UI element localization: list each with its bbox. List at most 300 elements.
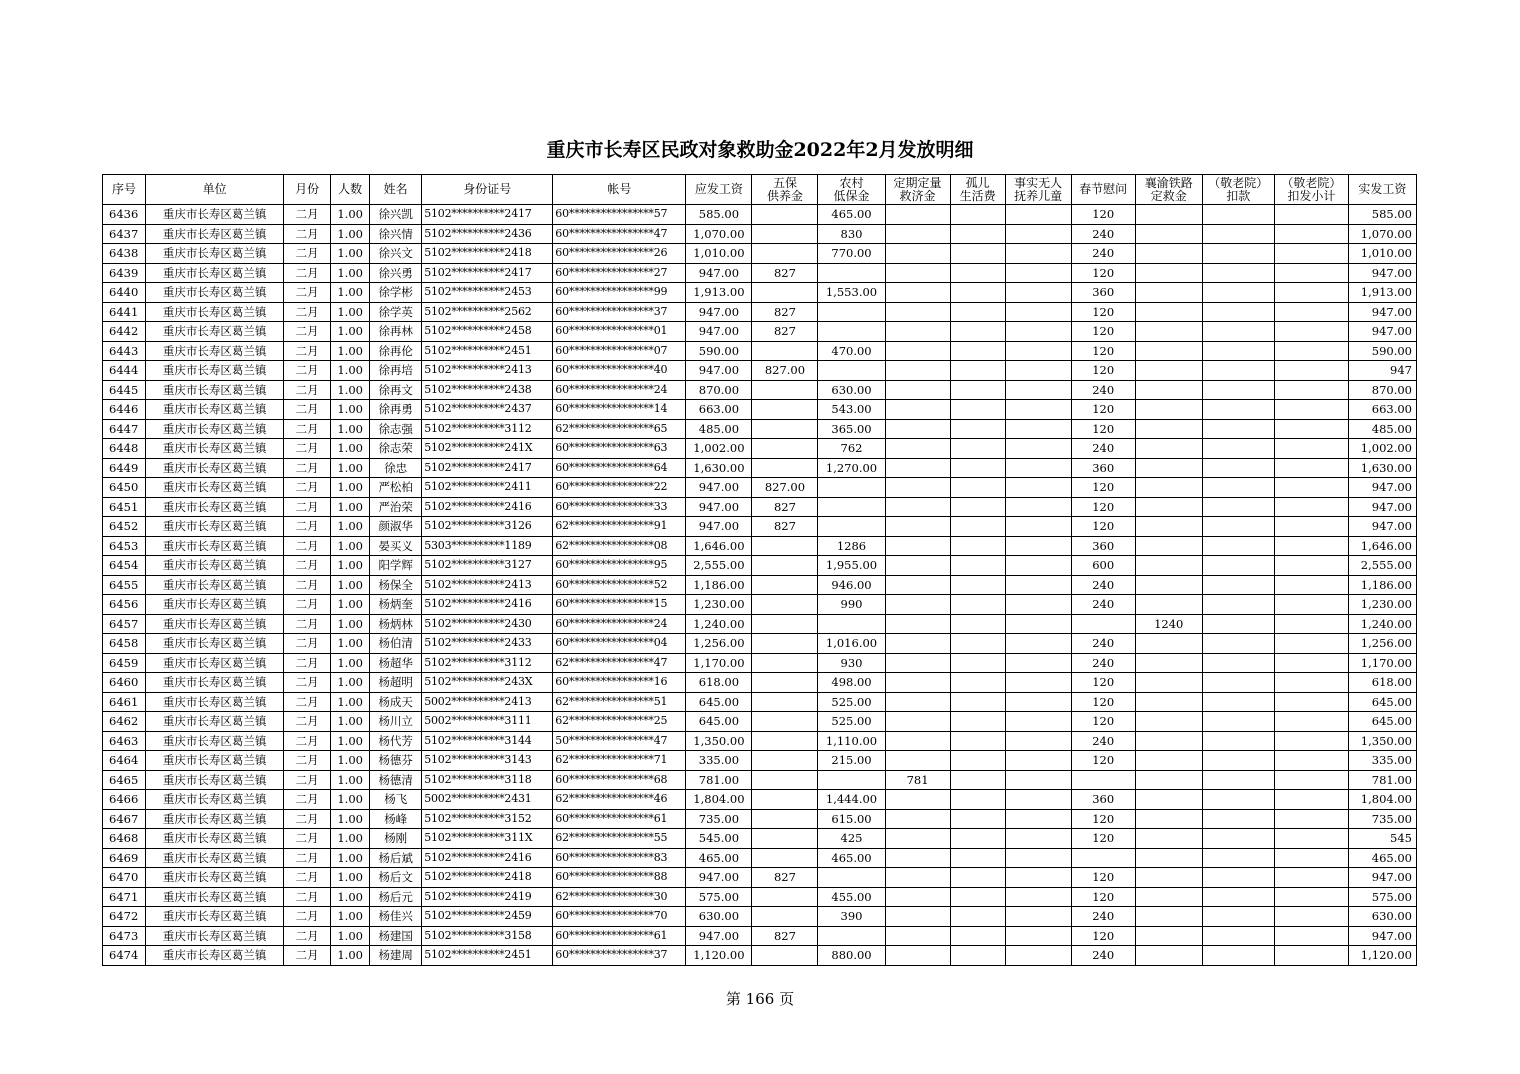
cell-orphan <box>950 458 1005 478</box>
cell-unsupported-child <box>1005 517 1071 537</box>
cell-railway-relief <box>1135 244 1202 264</box>
cell-railway-relief <box>1135 946 1202 966</box>
cell-nursing-subtotal <box>1274 419 1348 439</box>
table-row <box>103 790 1417 810</box>
cell-id-no: 5102**********2417 <box>422 263 553 283</box>
cell-account: 62****************08 <box>553 536 686 556</box>
cell-month: 二月 <box>284 575 331 595</box>
cell-payable: 947.00 <box>686 926 752 946</box>
cell-railway-relief <box>1135 634 1202 654</box>
cell-account: 60****************40 <box>553 361 686 381</box>
cell-spring-festival: 240 <box>1071 595 1135 615</box>
cell-month: 二月 <box>284 634 331 654</box>
cell-dibao: 498.00 <box>818 673 885 693</box>
cell-spring-festival: 120 <box>1071 400 1135 420</box>
cell-nursing-deduct <box>1202 341 1274 361</box>
cell-seq: 6461 <box>103 692 146 712</box>
cell-name: 杨后文 <box>370 868 422 888</box>
cell-unit: 重庆市长寿区葛兰镇 <box>146 829 284 849</box>
cell-id-no: 5102**********241X <box>422 439 553 459</box>
cell-payable: 335.00 <box>686 751 752 771</box>
column-header-nursing-subtotal <box>1274 175 1348 205</box>
cell-payable: 1,804.00 <box>686 790 752 810</box>
cell-dibao: 455.00 <box>818 887 885 907</box>
cell-unit: 重庆市长寿区葛兰镇 <box>146 907 284 927</box>
cell-nursing-subtotal <box>1274 536 1348 556</box>
cell-spring-festival: 120 <box>1071 478 1135 498</box>
cell-nursing-subtotal <box>1274 887 1348 907</box>
cell-account: 60****************16 <box>553 673 686 693</box>
cell-seq: 6474 <box>103 946 146 966</box>
cell-account: 60****************63 <box>553 439 686 459</box>
cell-actual: 1,010.00 <box>1348 244 1416 264</box>
cell-wubao <box>752 770 818 790</box>
cell-actual: 630.00 <box>1348 907 1416 927</box>
cell-nursing-deduct <box>1202 380 1274 400</box>
cell-name: 徐志荣 <box>370 439 422 459</box>
cell-fixed-relief: 781 <box>885 770 950 790</box>
cell-orphan <box>950 400 1005 420</box>
cell-payable: 575.00 <box>686 887 752 907</box>
cell-name: 徐兴勇 <box>370 263 422 283</box>
cell-people: 1.00 <box>331 848 370 868</box>
cell-account: 60****************27 <box>553 263 686 283</box>
cell-payable: 1,913.00 <box>686 283 752 303</box>
cell-month: 二月 <box>284 361 331 381</box>
cell-spring-festival: 240 <box>1071 946 1135 966</box>
cell-people: 1.00 <box>331 575 370 595</box>
cell-account: 60****************04 <box>553 634 686 654</box>
cell-name: 杨成天 <box>370 692 422 712</box>
cell-railway-relief <box>1135 809 1202 829</box>
column-header-line: 农村 <box>839 175 864 190</box>
column-header-fixed-relief <box>885 175 950 205</box>
cell-nursing-deduct <box>1202 731 1274 751</box>
cell-seq: 6448 <box>103 439 146 459</box>
cell-name: 杨德清 <box>370 770 422 790</box>
cell-orphan <box>950 478 1005 498</box>
cell-month: 二月 <box>284 458 331 478</box>
cell-wubao <box>752 380 818 400</box>
cell-dibao: 525.00 <box>818 692 885 712</box>
cell-name: 颜淑华 <box>370 517 422 537</box>
cell-wubao <box>752 887 818 907</box>
table-row <box>103 283 1417 303</box>
cell-wubao: 827 <box>752 322 818 342</box>
cell-unsupported-child <box>1005 497 1071 517</box>
cell-account: 62****************47 <box>553 653 686 673</box>
cell-dibao <box>818 322 885 342</box>
cell-seq: 6465 <box>103 770 146 790</box>
cell-account: 60****************26 <box>553 244 686 264</box>
cell-actual: 618.00 <box>1348 673 1416 693</box>
cell-dibao: 543.00 <box>818 400 885 420</box>
cell-railway-relief <box>1135 263 1202 283</box>
cell-dibao: 425 <box>818 829 885 849</box>
cell-orphan <box>950 790 1005 810</box>
cell-nursing-deduct <box>1202 283 1274 303</box>
cell-actual: 947.00 <box>1348 517 1416 537</box>
cell-fixed-relief <box>885 907 950 927</box>
cell-unsupported-child <box>1005 400 1071 420</box>
cell-people: 1.00 <box>331 751 370 771</box>
cell-dibao: 465.00 <box>818 848 885 868</box>
cell-id-no: 5102**********2458 <box>422 322 553 342</box>
cell-people: 1.00 <box>331 887 370 907</box>
cell-spring-festival: 120 <box>1071 829 1135 849</box>
cell-name: 杨川立 <box>370 712 422 732</box>
cell-nursing-subtotal <box>1274 439 1348 459</box>
cell-actual: 645.00 <box>1348 692 1416 712</box>
cell-spring-festival: 240 <box>1071 224 1135 244</box>
table-row <box>103 946 1417 966</box>
cell-dibao <box>818 517 885 537</box>
cell-name: 杨超华 <box>370 653 422 673</box>
cell-seq: 6440 <box>103 283 146 303</box>
cell-actual: 1,170.00 <box>1348 653 1416 673</box>
cell-account: 60****************70 <box>553 907 686 927</box>
cell-orphan <box>950 848 1005 868</box>
cell-spring-festival: 120 <box>1071 692 1135 712</box>
cell-spring-festival: 120 <box>1071 673 1135 693</box>
cell-orphan <box>950 341 1005 361</box>
cell-month: 二月 <box>284 497 331 517</box>
cell-people: 1.00 <box>331 244 370 264</box>
cell-nursing-subtotal <box>1274 868 1348 888</box>
cell-railway-relief <box>1135 829 1202 849</box>
cell-orphan <box>950 907 1005 927</box>
cell-account: 60****************37 <box>553 302 686 322</box>
cell-payable: 585.00 <box>686 205 752 225</box>
cell-name: 严治荣 <box>370 497 422 517</box>
cell-orphan <box>950 556 1005 576</box>
cell-wubao <box>752 419 818 439</box>
cell-people: 1.00 <box>331 673 370 693</box>
cell-payable: 1,630.00 <box>686 458 752 478</box>
cell-fixed-relief <box>885 458 950 478</box>
cell-unit: 重庆市长寿区葛兰镇 <box>146 790 284 810</box>
cell-unsupported-child <box>1005 692 1071 712</box>
table-row <box>103 478 1417 498</box>
cell-unit: 重庆市长寿区葛兰镇 <box>146 205 284 225</box>
column-header-nursing-deduct <box>1202 175 1274 205</box>
cell-unit: 重庆市长寿区葛兰镇 <box>146 731 284 751</box>
cell-id-no: 5102**********2430 <box>422 614 553 634</box>
cell-spring-festival: 360 <box>1071 458 1135 478</box>
column-header-actual <box>1348 175 1416 205</box>
cell-unit: 重庆市长寿区葛兰镇 <box>146 848 284 868</box>
cell-name: 徐再伦 <box>370 341 422 361</box>
cell-orphan <box>950 263 1005 283</box>
cell-nursing-deduct <box>1202 302 1274 322</box>
column-header-month <box>284 175 331 205</box>
cell-dibao: 1,016.00 <box>818 634 885 654</box>
cell-seq: 6468 <box>103 829 146 849</box>
cell-people: 1.00 <box>331 790 370 810</box>
cell-actual: 947.00 <box>1348 926 1416 946</box>
cell-wubao <box>752 809 818 829</box>
cell-dibao: 615.00 <box>818 809 885 829</box>
cell-unit: 重庆市长寿区葛兰镇 <box>146 673 284 693</box>
column-header-line: 定期定量 <box>893 175 942 190</box>
cell-id-no: 5102**********2451 <box>422 341 553 361</box>
cell-name: 阳学辉 <box>370 556 422 576</box>
cell-fixed-relief <box>885 634 950 654</box>
cell-actual: 1,646.00 <box>1348 536 1416 556</box>
column-header-line: 序号 <box>112 182 137 196</box>
column-header-line: 生活费 <box>959 188 996 203</box>
cell-actual: 2,555.00 <box>1348 556 1416 576</box>
cell-month: 二月 <box>284 380 331 400</box>
cell-account: 60****************64 <box>553 458 686 478</box>
cell-month: 二月 <box>284 302 331 322</box>
cell-fixed-relief <box>885 653 950 673</box>
cell-month: 二月 <box>284 556 331 576</box>
cell-account: 60****************68 <box>553 770 686 790</box>
cell-dibao: 1286 <box>818 536 885 556</box>
column-header-orphan <box>950 175 1005 205</box>
cell-id-no: 5102**********311X <box>422 829 553 849</box>
cell-actual: 663.00 <box>1348 400 1416 420</box>
column-header-line: 单位 <box>202 182 227 196</box>
cell-month: 二月 <box>284 653 331 673</box>
table-row <box>103 439 1417 459</box>
cell-people: 1.00 <box>331 926 370 946</box>
cell-unit: 重庆市长寿区葛兰镇 <box>146 224 284 244</box>
cell-name: 晏买义 <box>370 536 422 556</box>
cell-id-no: 5002**********2431 <box>422 790 553 810</box>
cell-unsupported-child <box>1005 634 1071 654</box>
cell-unsupported-child <box>1005 790 1071 810</box>
cell-railway-relief <box>1135 224 1202 244</box>
cell-spring-festival: 120 <box>1071 341 1135 361</box>
cell-name: 严松柏 <box>370 478 422 498</box>
cell-nursing-deduct <box>1202 907 1274 927</box>
cell-month: 二月 <box>284 283 331 303</box>
table-row <box>103 731 1417 751</box>
cell-unit: 重庆市长寿区葛兰镇 <box>146 361 284 381</box>
cell-nursing-deduct <box>1202 419 1274 439</box>
cell-wubao <box>752 790 818 810</box>
cell-people: 1.00 <box>331 283 370 303</box>
column-header-line: 孤儿 <box>965 175 990 190</box>
column-header-line: 定救金 <box>1150 188 1187 203</box>
column-header-people <box>331 175 370 205</box>
cell-dibao <box>818 868 885 888</box>
cell-wubao <box>752 673 818 693</box>
cell-account: 60****************47 <box>553 224 686 244</box>
cell-month: 二月 <box>284 829 331 849</box>
cell-spring-festival: 360 <box>1071 283 1135 303</box>
table-row <box>103 497 1417 517</box>
cell-railway-relief <box>1135 887 1202 907</box>
cell-nursing-deduct <box>1202 595 1274 615</box>
cell-payable: 1,002.00 <box>686 439 752 459</box>
cell-railway-relief <box>1135 595 1202 615</box>
cell-id-no: 5102**********3144 <box>422 731 553 751</box>
cell-month: 二月 <box>284 224 331 244</box>
cell-wubao: 827 <box>752 868 818 888</box>
cell-unsupported-child <box>1005 848 1071 868</box>
cell-railway-relief <box>1135 497 1202 517</box>
cell-nursing-subtotal <box>1274 205 1348 225</box>
cell-unsupported-child <box>1005 868 1071 888</box>
cell-wubao <box>752 536 818 556</box>
cell-account: 60****************37 <box>553 946 686 966</box>
cell-people: 1.00 <box>331 439 370 459</box>
cell-seq: 6447 <box>103 419 146 439</box>
cell-unit: 重庆市长寿区葛兰镇 <box>146 751 284 771</box>
cell-payable: 545.00 <box>686 829 752 849</box>
table-row <box>103 224 1417 244</box>
cell-unit: 重庆市长寿区葛兰镇 <box>146 400 284 420</box>
cell-unit: 重庆市长寿区葛兰镇 <box>146 419 284 439</box>
cell-nursing-deduct <box>1202 692 1274 712</box>
cell-unsupported-child <box>1005 751 1071 771</box>
cell-seq: 6444 <box>103 361 146 381</box>
cell-id-no: 5102**********2433 <box>422 634 553 654</box>
cell-name: 徐兴凯 <box>370 205 422 225</box>
table-row <box>103 770 1417 790</box>
cell-dibao: 770.00 <box>818 244 885 264</box>
cell-payable: 947.00 <box>686 517 752 537</box>
cell-nursing-deduct <box>1202 244 1274 264</box>
cell-wubao: 827 <box>752 263 818 283</box>
cell-people: 1.00 <box>331 614 370 634</box>
cell-orphan <box>950 205 1005 225</box>
cell-name: 杨刚 <box>370 829 422 849</box>
cell-people: 1.00 <box>331 712 370 732</box>
cell-name: 杨炳奎 <box>370 595 422 615</box>
cell-wubao <box>752 848 818 868</box>
cell-month: 二月 <box>284 946 331 966</box>
cell-nursing-deduct <box>1202 439 1274 459</box>
cell-nursing-subtotal <box>1274 400 1348 420</box>
cell-unsupported-child <box>1005 770 1071 790</box>
column-header-line: 身份证号 <box>463 182 512 196</box>
cell-orphan <box>950 634 1005 654</box>
cell-nursing-deduct <box>1202 770 1274 790</box>
cell-actual: 870.00 <box>1348 380 1416 400</box>
table-row <box>103 634 1417 654</box>
cell-account: 60****************61 <box>553 809 686 829</box>
cell-seq: 6449 <box>103 458 146 478</box>
cell-dibao <box>818 614 885 634</box>
column-header-line: （敬老院） <box>1208 175 1269 190</box>
cell-month: 二月 <box>284 595 331 615</box>
cell-month: 二月 <box>284 751 331 771</box>
cell-nursing-subtotal <box>1274 809 1348 829</box>
cell-nursing-subtotal <box>1274 907 1348 927</box>
cell-name: 杨佳兴 <box>370 907 422 927</box>
column-header-line: 扣发小计 <box>1287 188 1336 203</box>
cell-unit: 重庆市长寿区葛兰镇 <box>146 536 284 556</box>
cell-seq: 6437 <box>103 224 146 244</box>
cell-name: 徐忠 <box>370 458 422 478</box>
cell-fixed-relief <box>885 302 950 322</box>
cell-railway-relief <box>1135 419 1202 439</box>
cell-fixed-relief <box>885 322 950 342</box>
cell-nursing-deduct <box>1202 458 1274 478</box>
table-row <box>103 926 1417 946</box>
cell-spring-festival <box>1071 770 1135 790</box>
cell-nursing-deduct <box>1202 946 1274 966</box>
cell-id-no: 5102**********2417 <box>422 458 553 478</box>
cell-nursing-deduct <box>1202 829 1274 849</box>
cell-month: 二月 <box>284 907 331 927</box>
cell-nursing-subtotal <box>1274 224 1348 244</box>
cell-railway-relief <box>1135 517 1202 537</box>
column-header-line: 抚养儿童 <box>1014 188 1063 203</box>
column-header-seq <box>103 175 146 205</box>
cell-nursing-deduct <box>1202 536 1274 556</box>
cell-payable: 645.00 <box>686 712 752 732</box>
cell-id-no: 5102**********2419 <box>422 887 553 907</box>
cell-name: 杨后斌 <box>370 848 422 868</box>
cell-payable: 947.00 <box>686 263 752 283</box>
cell-name: 徐学英 <box>370 302 422 322</box>
cell-unsupported-child <box>1005 673 1071 693</box>
cell-month: 二月 <box>284 536 331 556</box>
cell-railway-relief <box>1135 478 1202 498</box>
cell-orphan <box>950 380 1005 400</box>
cell-orphan <box>950 595 1005 615</box>
cell-railway-relief <box>1135 790 1202 810</box>
cell-actual: 1,120.00 <box>1348 946 1416 966</box>
cell-nursing-subtotal <box>1274 634 1348 654</box>
cell-payable: 590.00 <box>686 341 752 361</box>
cell-month: 二月 <box>284 731 331 751</box>
cell-seq: 6470 <box>103 868 146 888</box>
cell-unsupported-child <box>1005 283 1071 303</box>
cell-account: 60****************95 <box>553 556 686 576</box>
cell-wubao <box>752 634 818 654</box>
cell-name: 徐再文 <box>370 380 422 400</box>
column-header-name <box>370 175 422 205</box>
cell-seq: 6439 <box>103 263 146 283</box>
cell-unit: 重庆市长寿区葛兰镇 <box>146 692 284 712</box>
cell-month: 二月 <box>284 322 331 342</box>
cell-name: 杨德芬 <box>370 751 422 771</box>
column-header-railway-relief <box>1135 175 1202 205</box>
cell-actual: 465.00 <box>1348 848 1416 868</box>
cell-nursing-subtotal <box>1274 946 1348 966</box>
cell-account: 60****************88 <box>553 868 686 888</box>
cell-nursing-deduct <box>1202 926 1274 946</box>
cell-nursing-deduct <box>1202 497 1274 517</box>
cell-account: 62****************91 <box>553 517 686 537</box>
cell-people: 1.00 <box>331 653 370 673</box>
cell-dibao <box>818 263 885 283</box>
cell-railway-relief <box>1135 556 1202 576</box>
cell-spring-festival: 600 <box>1071 556 1135 576</box>
table-row <box>103 205 1417 225</box>
cell-dibao: 465.00 <box>818 205 885 225</box>
cell-nursing-subtotal <box>1274 829 1348 849</box>
cell-name: 徐学彬 <box>370 283 422 303</box>
cell-seq: 6458 <box>103 634 146 654</box>
cell-payable: 1,070.00 <box>686 224 752 244</box>
cell-nursing-subtotal <box>1274 361 1348 381</box>
cell-unsupported-child <box>1005 712 1071 732</box>
cell-seq: 6441 <box>103 302 146 322</box>
cell-account: 60****************57 <box>553 205 686 225</box>
cell-dibao: 946.00 <box>818 575 885 595</box>
cell-spring-festival: 240 <box>1071 634 1135 654</box>
cell-actual: 1,186.00 <box>1348 575 1416 595</box>
cell-wubao <box>752 556 818 576</box>
cell-spring-festival: 240 <box>1071 731 1135 751</box>
